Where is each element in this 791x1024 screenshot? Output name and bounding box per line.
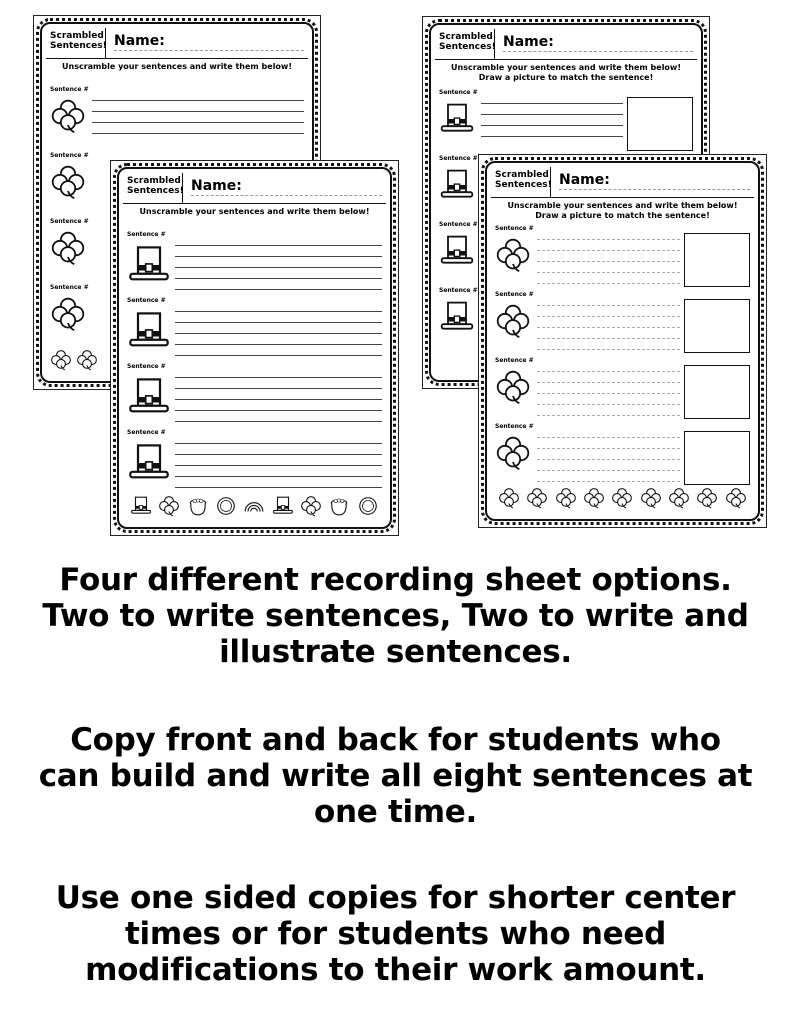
shamrock-icon: [725, 487, 747, 509]
caption-paragraph-1: [0, 562, 791, 670]
writing-lines: [175, 367, 382, 422]
shamrock-icon: [668, 487, 690, 509]
sentence-label: Sentence #: [127, 363, 166, 370]
name-label: Name:: [559, 172, 610, 188]
sentence-label: Sentence #: [439, 155, 478, 162]
leprechaun-hat-icon: [439, 167, 475, 203]
writing-lines: [175, 235, 382, 290]
footer-icons: [127, 493, 382, 519]
gold-coin-icon: [357, 495, 379, 517]
worksheet-front-right: [478, 154, 767, 528]
shamrock-icon: [50, 296, 86, 332]
shamrock-icon: [696, 487, 718, 509]
sentence-label: Sentence #: [439, 287, 478, 294]
rainbow-icon: [243, 495, 265, 517]
pot-of-gold-icon: [187, 495, 209, 517]
caption-line: times or for students who need: [124, 916, 667, 952]
gold-coin-icon: [215, 495, 237, 517]
shamrock-icon: [495, 435, 531, 471]
leprechaun-hat-icon: [127, 243, 171, 287]
leprechaun-hat-icon: [439, 233, 475, 269]
sentence-label: Sentence #: [439, 89, 478, 96]
instruction-line-1: Unscramble your sentences and write them below!: [451, 63, 681, 72]
leprechaun-hat-icon: [127, 441, 171, 485]
shamrock-icon: [526, 487, 548, 509]
shamrock-icon: [495, 303, 531, 339]
sentence-label: Sentence #: [50, 284, 89, 291]
worksheet-front-left: [110, 160, 399, 536]
caption-line: one time.: [313, 794, 478, 830]
name-line: [559, 189, 750, 190]
sentence-label: Sentence #: [495, 423, 534, 430]
sheet-title: Scrambled Sentences!: [123, 173, 183, 203]
sentence-label: Sentence #: [495, 291, 534, 298]
leprechaun-hat-icon: [127, 375, 171, 419]
leprechaun-hat-icon: [272, 495, 294, 517]
sentence-label: Sentence #: [495, 225, 534, 232]
sheet-header: [123, 173, 386, 204]
caption-line: can build and write all eight sentences at: [38, 758, 753, 794]
shamrock-icon: [640, 487, 662, 509]
name-line: [114, 50, 304, 51]
instructions: Unscramble your sentences and write them below!: [139, 207, 370, 216]
shamrock-icon: [76, 349, 98, 371]
leprechaun-hat-icon: [127, 309, 171, 353]
leprechaun-hat-icon: [439, 299, 475, 335]
shamrock-icon: [50, 98, 86, 134]
name-label: Name:: [114, 33, 165, 49]
sentence-label: Sentence #: [50, 86, 89, 93]
writing-lines: [537, 229, 680, 284]
instruction-line-2: Draw a picture to match the sentence!: [478, 73, 654, 82]
caption-line: Copy front and back for students who: [70, 722, 721, 758]
name-label: Name:: [191, 178, 242, 194]
drawing-box: [627, 97, 693, 151]
sheet-title: Scrambled Sentences!: [491, 167, 551, 197]
pot-of-gold-icon: [328, 495, 350, 517]
shamrock-icon: [50, 230, 86, 266]
caption-line: Two to write sentences, Two to write and: [42, 598, 749, 634]
instructions: [491, 201, 754, 221]
name-line: [191, 195, 382, 196]
sentence-label: Sentence #: [127, 429, 166, 436]
caption-line: Four different recording sheet options.: [59, 562, 732, 598]
instruction-line-2: Draw a picture to match the sentence!: [535, 211, 710, 220]
caption-paragraph-3: [0, 880, 791, 988]
drawing-box: [684, 431, 750, 485]
sheet-header: [491, 167, 754, 198]
shamrock-icon: [495, 369, 531, 405]
sentence-label: Sentence #: [50, 152, 89, 159]
writing-lines: [175, 301, 382, 356]
caption-line: Use one sided copies for shorter center: [55, 880, 736, 916]
drawing-box: [684, 233, 750, 287]
shamrock-icon: [158, 495, 180, 517]
sheet-header: [46, 28, 308, 59]
name-line: [503, 51, 693, 52]
shamrock-icon: [611, 487, 633, 509]
caption-paragraph-2: [0, 722, 791, 830]
shamrock-icon: [495, 237, 531, 273]
sheet-title: Scrambled Sentences!: [46, 28, 106, 58]
writing-lines: [175, 433, 382, 488]
instructions: [435, 63, 697, 83]
shamrock-icon: [555, 487, 577, 509]
leprechaun-hat-icon: [130, 495, 152, 517]
writing-lines: [537, 361, 680, 416]
sentence-label: Sentence #: [127, 297, 166, 304]
shamrock-icon: [50, 164, 86, 200]
instructions: Unscramble your sentences and write them below!: [62, 62, 292, 71]
footer-icons: [495, 485, 750, 511]
name-label: Name:: [503, 34, 554, 50]
writing-lines: [537, 427, 680, 482]
sentence-label: Sentence #: [50, 218, 89, 225]
sentence-label: Sentence #: [495, 357, 534, 364]
sheet-header: [435, 29, 697, 60]
sentence-label: Sentence #: [127, 231, 166, 238]
caption-line: modifications to their work amount.: [85, 952, 706, 988]
sheet-title: Scrambled Sentences!: [435, 29, 495, 59]
shamrock-icon: [583, 487, 605, 509]
shamrock-icon: [300, 495, 322, 517]
drawing-box: [684, 365, 750, 419]
drawing-box: [684, 299, 750, 353]
caption-line: illustrate sentences.: [219, 634, 572, 670]
writing-lines: [537, 295, 680, 350]
writing-lines: [92, 90, 304, 134]
sentence-label: Sentence #: [439, 221, 478, 228]
shamrock-icon: [50, 349, 72, 371]
instruction-line-1: Unscramble your sentences and write them below!: [507, 201, 738, 210]
leprechaun-hat-icon: [439, 101, 475, 137]
shamrock-icon: [498, 487, 520, 509]
writing-lines: [481, 93, 623, 137]
